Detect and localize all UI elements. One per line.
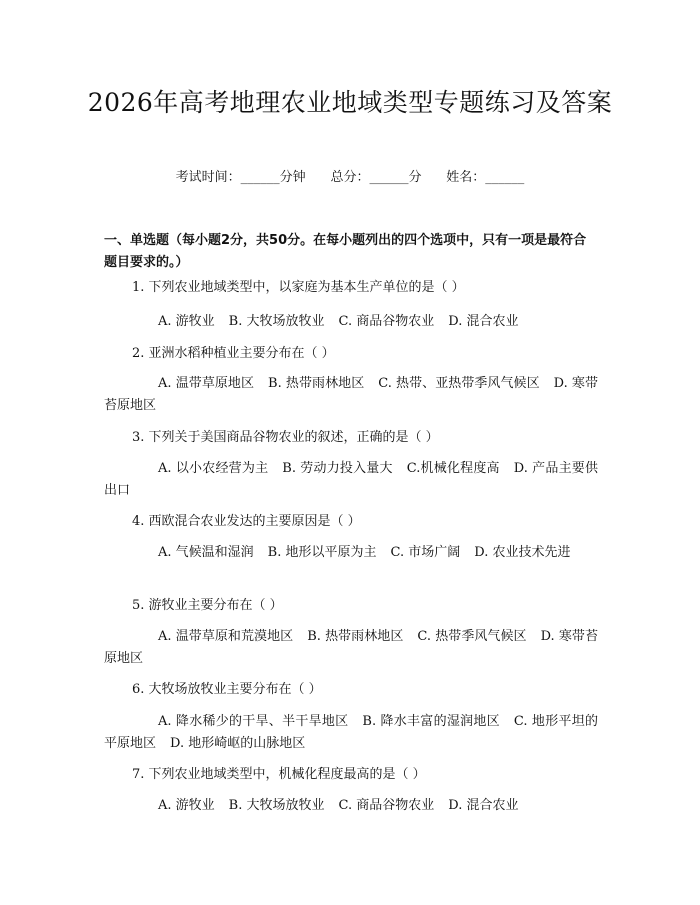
option-b: B. 地形以平原为主	[267, 545, 377, 560]
option-c: C. 商品谷物农业	[338, 798, 435, 813]
question-stem: 4. 西欧混合农业发达的主要原因是（ ）	[132, 514, 361, 529]
total-score-label: 总分：______分	[330, 170, 422, 185]
option-a: A. 温带草原和荒漠地区	[158, 629, 294, 644]
option-a: A. 降水稀少的干旱、半干旱地区	[158, 714, 349, 729]
option-d: D. 寒带苔原地区	[104, 376, 598, 413]
option-b: B. 大牧场放牧业	[228, 798, 325, 813]
option-b: B. 降水丰富的湿润地区	[362, 714, 500, 729]
option-a: A. 温带草原地区	[158, 376, 255, 391]
student-name-label: 姓名：______	[446, 170, 525, 185]
option-d: D. 混合农业	[448, 314, 519, 329]
option-a: A. 游牧业	[158, 314, 215, 329]
option-a: A. 以小农经营为主	[158, 461, 269, 476]
option-c: C. 热带、亚热带季风气候区	[378, 376, 540, 391]
question-stem: 2. 亚洲水稻种植业主要分布在（ ）	[132, 346, 335, 361]
option-a: A. 游牧业	[158, 798, 215, 813]
question-options	[104, 373, 598, 417]
document-title: 2026年高考地理农业地域类型专题练习及答案	[87, 88, 613, 117]
question-stem: 1. 下列农业地域类型中，以家庭为基本生产单位的是（ ）	[132, 280, 465, 295]
option-d: D. 地形崎岖的山脉地区	[170, 736, 306, 751]
option-c: C. 热带季风气候区	[417, 629, 527, 644]
option-c: C. 商品谷物农业	[338, 314, 435, 329]
question-options	[104, 626, 598, 670]
question-options	[104, 711, 598, 755]
option-b: B. 热带雨林地区	[268, 376, 365, 391]
question-stem: 6. 大牧场放牧业主要分布在（ ）	[132, 682, 322, 697]
option-a: A. 气候温和湿润	[158, 545, 254, 560]
question-options	[104, 458, 598, 502]
option-d: D. 农业技术先进	[474, 545, 571, 560]
section-heading: 一、单选题（每小题2分，共50分。在每小题列出的四个选项中，只有一项是最符合题目要求的。）	[104, 233, 587, 270]
option-b: B. 大牧场放牧业	[228, 314, 325, 329]
option-d: D. 产品主要供出口	[104, 461, 598, 498]
option-c: C.机械化程度高	[406, 461, 500, 476]
question-options	[104, 311, 598, 333]
option-d: D. 混合农业	[448, 798, 519, 813]
option-d: D. 寒带苔原地区	[104, 629, 598, 666]
exam-meta-line	[0, 169, 700, 187]
option-c: C. 地形平坦的平原地区	[104, 714, 598, 751]
option-b: B. 热带雨林地区	[307, 629, 404, 644]
question-stem: 3. 下列关于美国商品谷物农业的叙述，正确的是（ ）	[132, 430, 439, 445]
question-stem: 5. 游牧业主要分布在（ ）	[132, 598, 283, 613]
option-b: B. 劳动力投入量大	[282, 461, 393, 476]
exam-time-label: 考试时间：______分钟	[175, 170, 306, 185]
option-c: C. 市场广阔	[390, 545, 461, 560]
question-stem: 7. 下列农业地域类型中，机械化程度最高的是（ ）	[132, 767, 426, 782]
question-options	[104, 795, 598, 817]
question-options	[104, 542, 598, 564]
